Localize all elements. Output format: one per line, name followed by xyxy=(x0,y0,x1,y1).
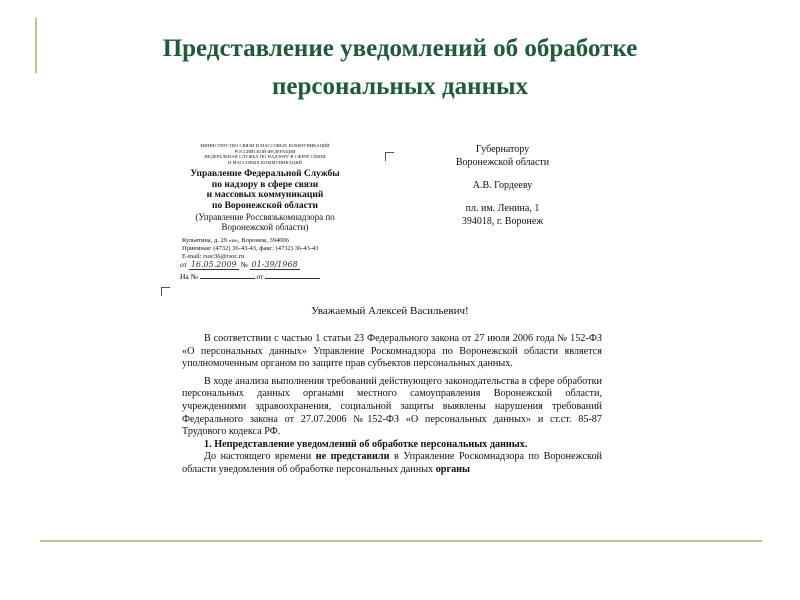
ministry-line: И МАССОВЫХ КОММУНИКАЦИЙ xyxy=(227,159,303,165)
slide-title-line-1: Представление уведомлений об обработке xyxy=(162,35,638,62)
ministry-line: МИНИСТЕРСТВО СВЯЗИ И МАССОВЫХ КОММУНИКАЦИЙ xyxy=(200,143,330,148)
ministry-header xyxy=(180,143,350,165)
office-short-line: Воронежской области) xyxy=(221,222,309,232)
handwritten-date: 16.05.2009 xyxy=(190,260,237,269)
slide-title xyxy=(60,30,740,106)
letter-document xyxy=(170,135,610,525)
recipient-address-line: пл. им. Ленина, 1 xyxy=(465,203,540,214)
address-line: Приемная: (4732) 36-43-43, факс: (4732) 36-43-43 xyxy=(182,245,319,252)
recipient-title: Губернатору xyxy=(475,144,530,155)
ref-label: На № xyxy=(180,272,198,281)
recipient-region: Воронежской области xyxy=(455,157,550,168)
recipient-name: А.В. Гордееву xyxy=(472,180,533,191)
decorative-bottom-line xyxy=(40,540,762,542)
office-short-line: (Управление Россвязькомнадзора по xyxy=(195,212,335,222)
office-short-name xyxy=(180,212,350,232)
body-paragraph: В ходе анализа выполнения требований действующего законодательства в сфере обработки персональных данных органами местного самоуправления Воронежской области, учреждениями здравоохранения, социальной защиты выявлены нарушения требований Федерального закона от 27.07.2006 №152-ФЗ «О персональных данных» и ст.ст. 85-87 Трудового кодекса РФ. xyxy=(182,375,602,438)
letter-greeting: Уважаемый Алексей Васильевич! xyxy=(311,305,469,317)
letter-body xyxy=(182,333,602,477)
office-name xyxy=(180,169,350,211)
body-paragraph xyxy=(182,451,602,476)
office-line: Управление Федеральной Службы xyxy=(190,169,340,179)
blank-field xyxy=(265,278,320,279)
number-label: № xyxy=(240,260,248,269)
ministry-line: РОССИЙСКОЙ ФЕДЕРАЦИИ xyxy=(234,148,296,154)
ministry-line: ФЕДЕРАЛЬНАЯ СЛУЖБА ПО НАДЗОРУ В СФЕРЕ СВЯЗИ xyxy=(204,154,326,159)
section-heading-text: 1. Непредставление уведомлений об обработке персональных данных. xyxy=(204,438,528,450)
sender-address xyxy=(180,237,350,261)
address-line: Кульятина, д. 29 «а», Воронеж, 394006 xyxy=(182,237,289,244)
office-line: по Воронежской области xyxy=(212,200,318,211)
address-line: E-mail: rsoc36@rsoc.ru xyxy=(182,253,245,260)
body-paragraph: В соответствии с частью 1 статьи 23 Федерального закона от 27 июля 2006 года № 152-ФЗ «О персональных данных» Управление Роскомнадзора по Воронежской области является уполномоченным органом по защите прав субъектов персональных данных. xyxy=(182,333,602,370)
outgoing-reference xyxy=(180,259,380,283)
section-heading xyxy=(182,439,602,452)
slide-title-line-2: персональных данных xyxy=(271,73,529,100)
ref-from-label: от xyxy=(256,272,264,281)
handwritten-number: 01-39/1968 xyxy=(251,260,298,269)
decorative-vertical-line xyxy=(35,18,37,73)
body-text: в Управление Роскомнадзора по Воронежской области уведомления об обработке персональных данных xyxy=(182,451,602,475)
office-line: и массовых коммуникаций xyxy=(206,190,324,200)
blank-field xyxy=(200,278,255,279)
body-bold-text: не представили xyxy=(315,451,390,463)
corner-bracket-icon xyxy=(161,287,170,296)
body-bold-text: органы xyxy=(435,463,470,475)
body-text: До настоящего времени xyxy=(204,451,316,463)
letter-sender-block xyxy=(180,143,350,261)
letter-recipient-block xyxy=(415,143,590,228)
reference-line xyxy=(180,271,380,283)
outgoing-number-line xyxy=(180,259,380,271)
corner-bracket-icon xyxy=(385,152,394,161)
recipient-address-line: 394018, г. Воронеж xyxy=(461,216,544,227)
from-label: от xyxy=(180,260,187,269)
office-line: по надзору в сфере связи xyxy=(211,179,319,190)
